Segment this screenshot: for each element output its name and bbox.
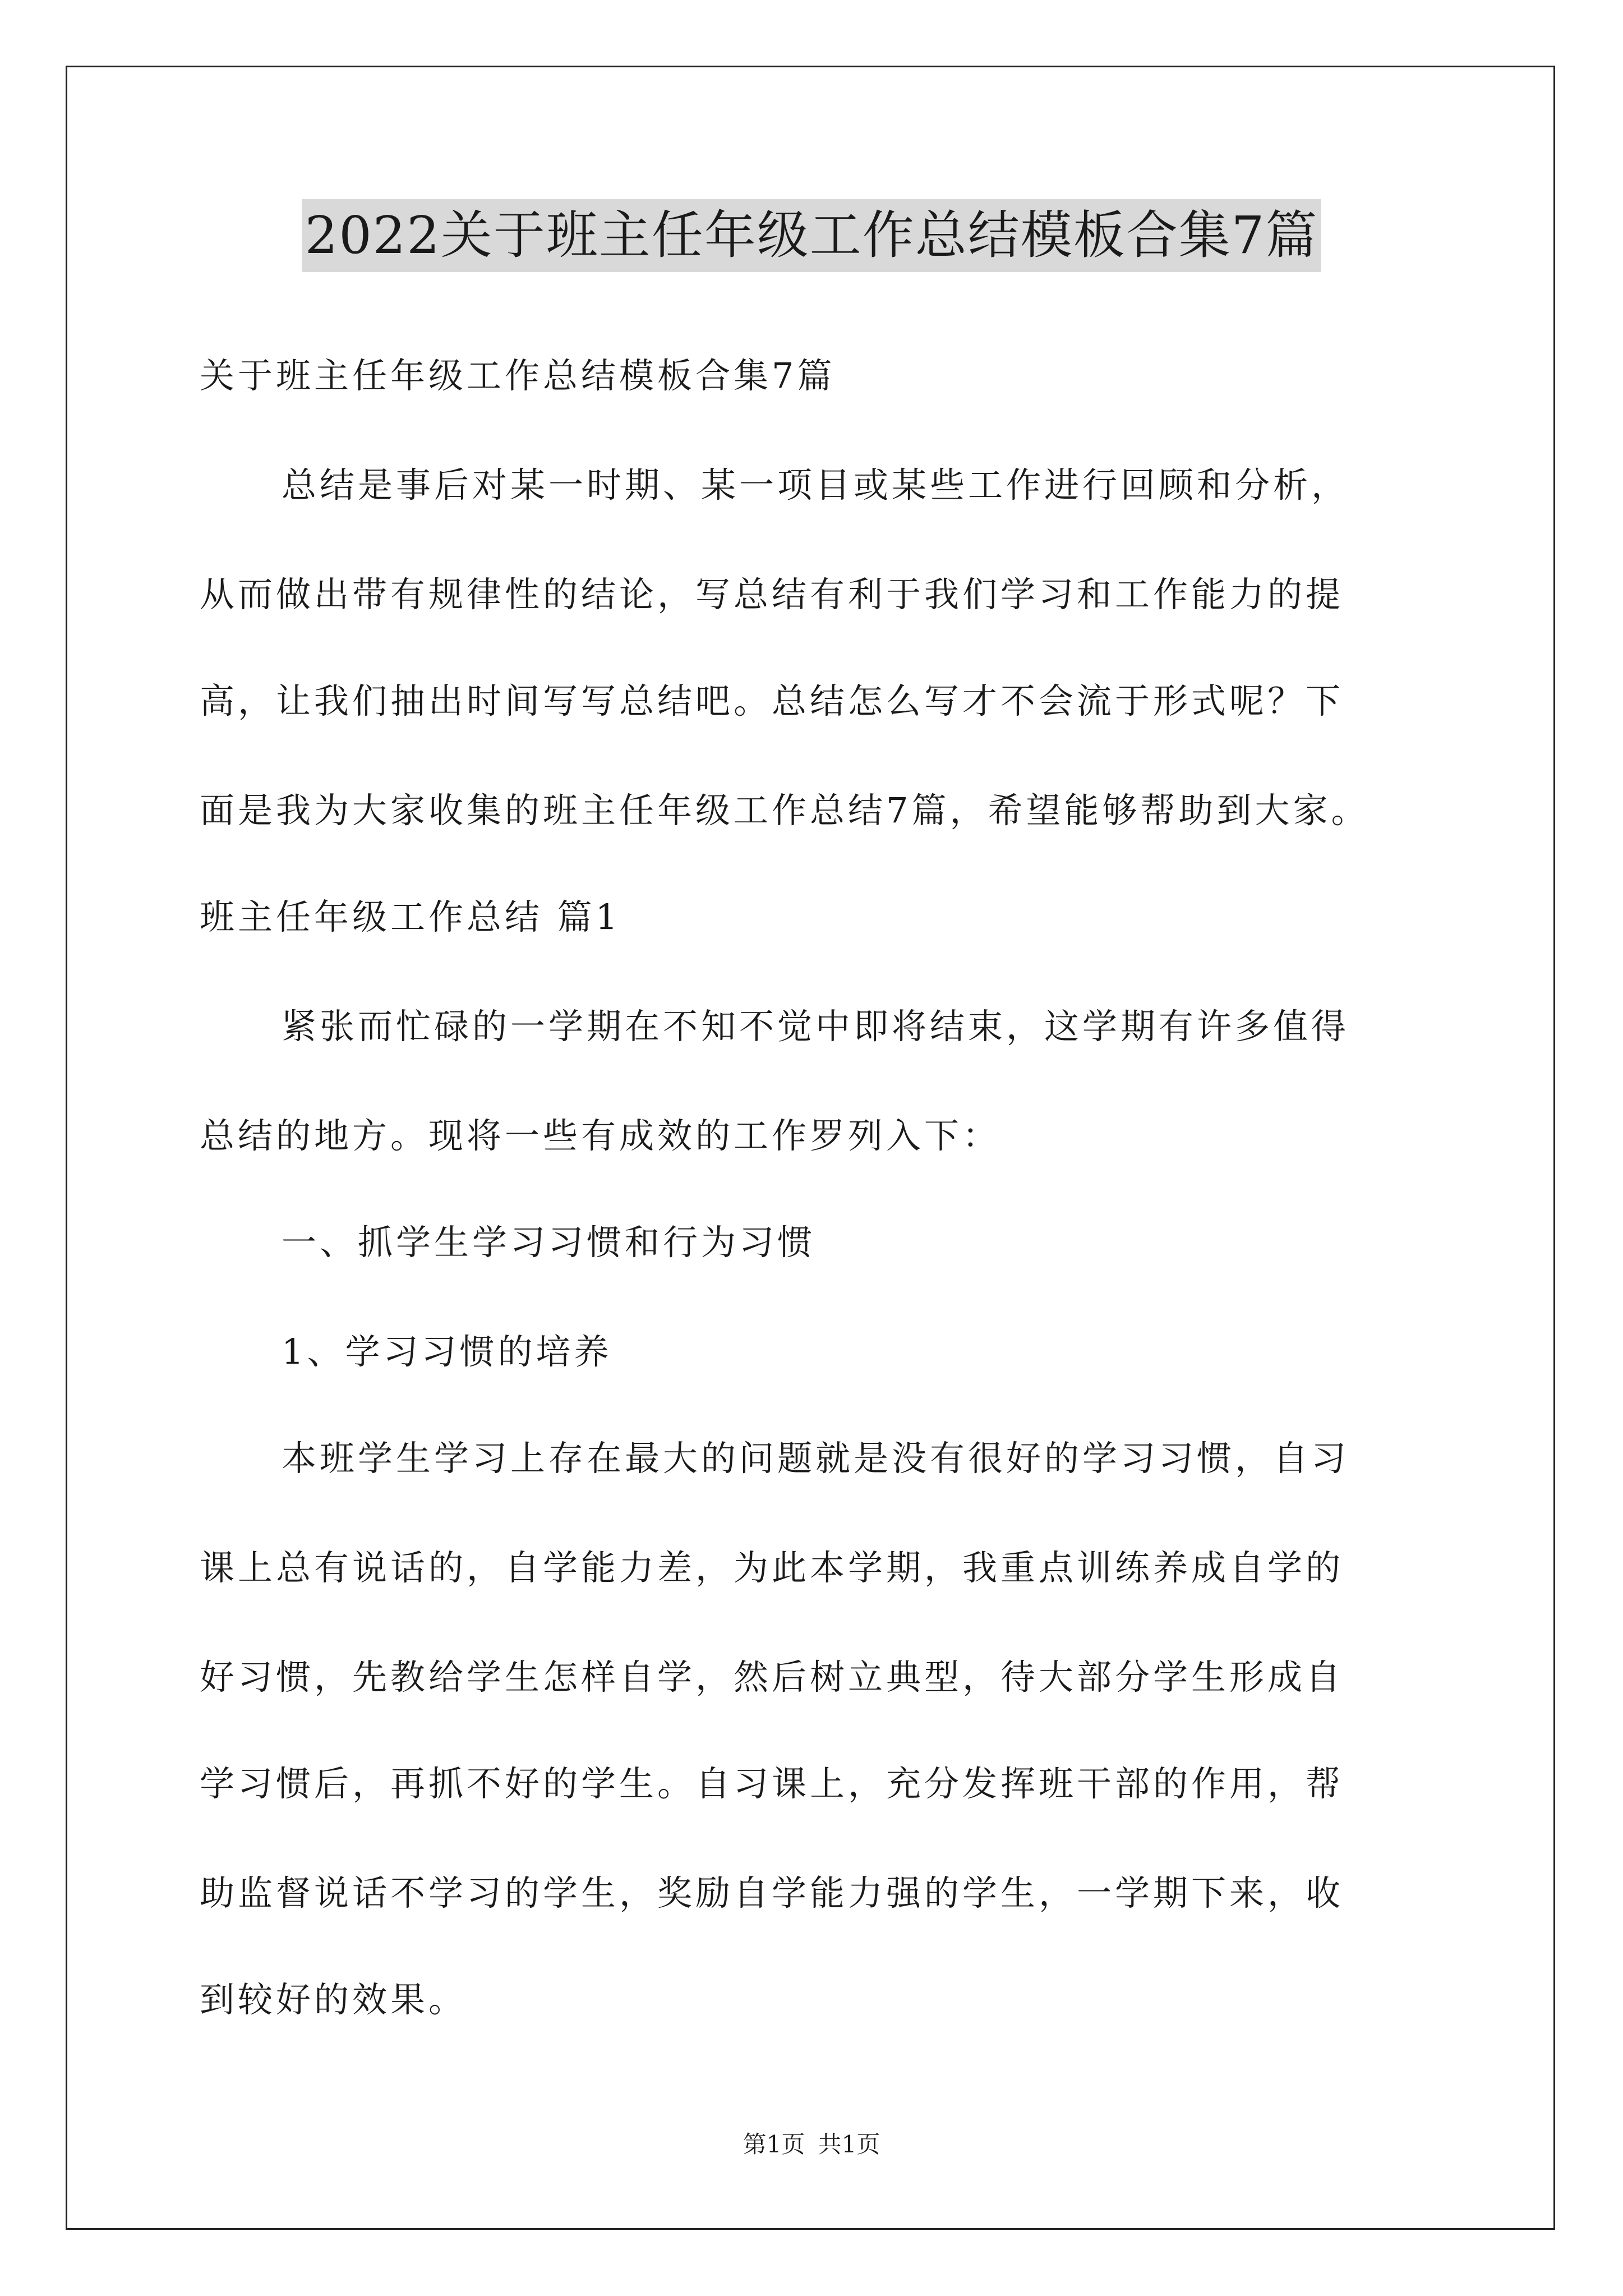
subheading-line: 一、抓学生学习习惯和行为习惯 bbox=[282, 1222, 816, 1263]
paragraph-line: 课上总有说话的，自学能力差，为此本学期，我重点训练养成自学的 bbox=[200, 1547, 1344, 1588]
paragraph-line: 高，让我们抽出时间写写总结吧。总结怎么写才不会流于形式呢？下 bbox=[200, 680, 1344, 721]
paragraph-line: 总结的地方。现将一些有成效的工作罗列入下： bbox=[200, 1115, 1001, 1156]
subheading-line: 1、学习习惯的培养 bbox=[282, 1331, 612, 1372]
subtitle-line: 关于班主任年级工作总结模板合集7篇 bbox=[200, 355, 836, 396]
paragraph-line: 好习惯，先教给学生怎样自学，然后树立典型，待大部分学生形成自 bbox=[200, 1657, 1344, 1697]
paragraph-line: 总结是事后对某一时期、某一项目或某些工作进行回顾和分析， bbox=[282, 464, 1350, 505]
paragraph-line: 学习惯后，再抓不好的学生。自习课上，充分发挥班干部的作用，帮 bbox=[200, 1763, 1344, 1804]
paragraph-line: 紧张而忙碌的一学期在不知不觉中即将结束，这学期有许多值得 bbox=[282, 1006, 1350, 1047]
paragraph-line: 到较好的效果。 bbox=[200, 1979, 467, 2020]
paragraph-line: 本班学生学习上存在最大的问题就是没有很好的学习习惯，自习 bbox=[282, 1438, 1350, 1479]
page-footer: 第1页 共1页 bbox=[743, 2131, 880, 2158]
paragraph-line: 助监督说话不学习的学生，奖励自学能力强的学生，一学期下来，收 bbox=[200, 1872, 1344, 1913]
section-heading: 班主任年级工作总结 篇1 bbox=[200, 896, 621, 937]
document-title: 2022关于班主任年级工作总结模板合集7篇 bbox=[302, 199, 1322, 272]
title-container bbox=[0, 199, 1623, 272]
paragraph-line: 从而做出带有规律性的结论，写总结有利于我们学习和工作能力的提 bbox=[200, 574, 1344, 615]
paragraph-line: 面是我为大家收集的班主任年级工作总结7篇，希望能够帮助到大家。 bbox=[200, 790, 1370, 831]
